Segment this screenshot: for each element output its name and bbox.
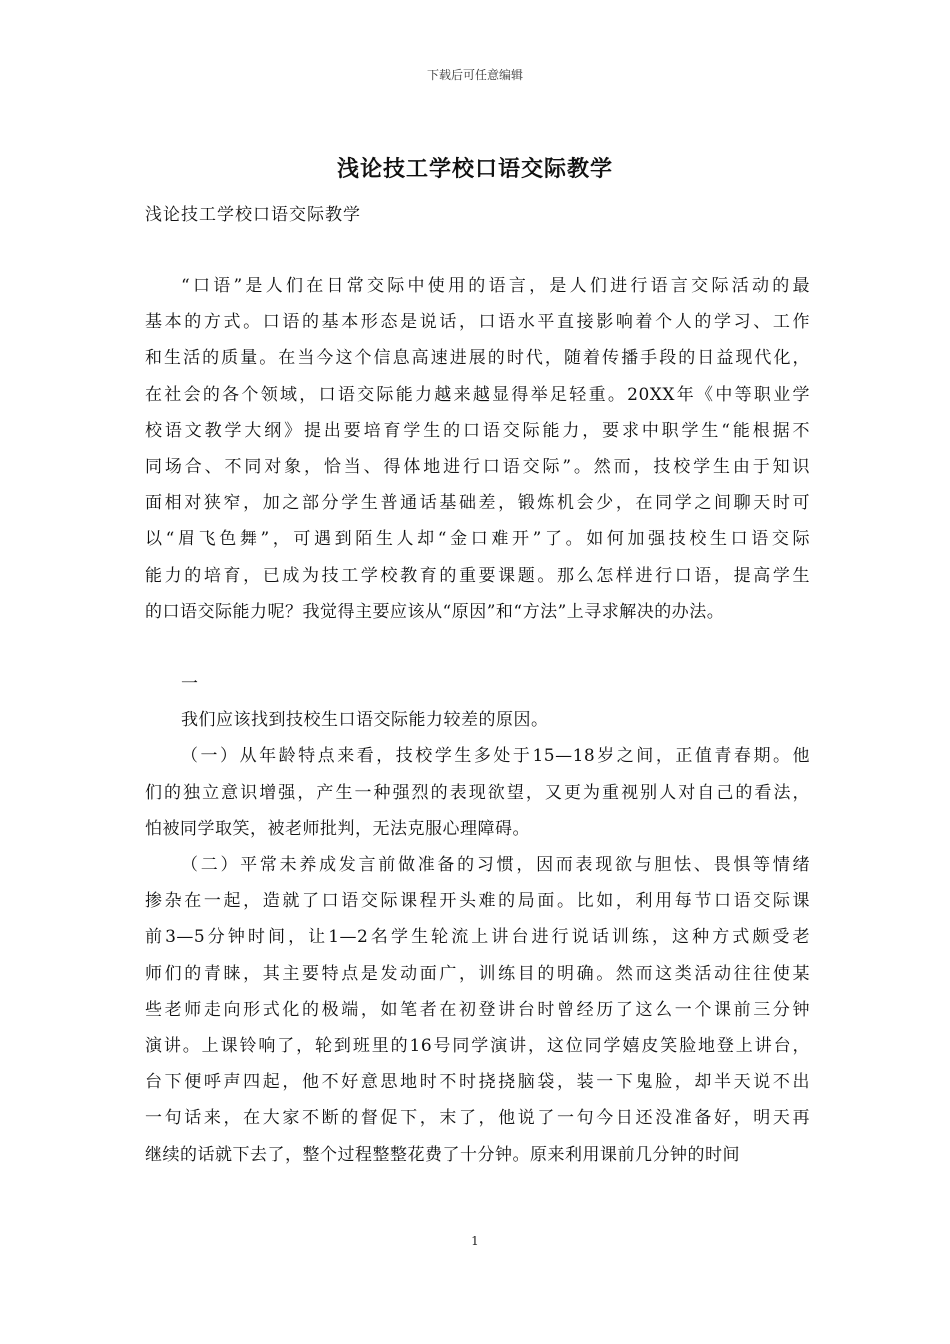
header-note: 下载后可任意编辑	[426, 68, 523, 82]
paragraph-line: 前3—5分钟时间，让1—2名学生轮流上讲台进行说话训练，这种方式颇受老	[145, 927, 810, 948]
paragraph-line: 一句话来，在大家不断的督促下，末了，他说了一句今日还没准备好，明天再	[145, 1108, 810, 1129]
paragraph-line: 面相对狭窄，加之部分学生普通话基础差，锻炼机会少，在同学之间聊天时可	[145, 493, 810, 514]
paragraph-line: 校语文教学大纲》提出要培育学生的口语交际能力，要求中职学生“能根据不	[145, 420, 810, 441]
paragraph-line: 同场合、不同对象，恰当、得体地进行口语交际”。然而，技校学生由于知识	[145, 456, 810, 477]
paragraph-line: 我们应该找到技校生口语交际能力较差的原因。	[181, 710, 549, 731]
paragraph-reasons-intro	[145, 702, 810, 738]
document-subtitle: 浅论技工学校口语交际教学	[145, 205, 361, 225]
paragraph-reason-one	[145, 738, 810, 847]
paragraph-line: （一）从年龄特点来看，技校学生多处于15—18岁之间，正值青春期。他	[181, 746, 810, 767]
paragraph-reason-two	[145, 847, 810, 1173]
paragraph-line: 怕被同学取笑，被老师批判，无法克服心理障碍。	[145, 818, 530, 839]
paragraph-line: 和生活的质量。在当今这个信息高速进展的时代，随着传播手段的日益现代化，	[145, 348, 810, 369]
blank-line	[145, 630, 810, 666]
paragraph-line: 台下便呼声四起，他不好意思地时不时挠挠脑袋，装一下鬼脸，却半天说不出	[145, 1072, 810, 1093]
document-body	[145, 268, 810, 1173]
document-title: 浅论技工学校口语交际教学	[336, 156, 613, 182]
paragraph-line: 掺杂在一起，造就了口语交际课程开头难的局面。比如，利用每节口语交际课	[145, 891, 810, 912]
paragraph-line: 的口语交际能力呢？我觉得主要应该从“原因”和“方法”上寻求解决的办法。	[145, 601, 725, 622]
paragraph-line: 以“眉飞色舞”，可遇到陌生人却“金口难开”了。如何加强技校生口语交际	[145, 529, 810, 550]
paragraph-line: 些老师走向形式化的极端，如笔者在初登讲台时曾经历了这么一个课前三分钟	[145, 999, 810, 1020]
paragraph-line: 在社会的各个领域，口语交际能力越来越显得举足轻重。20XX年《中等职业学	[145, 384, 810, 405]
paragraph-line: 继续的话就下去了，整个过程整整花费了十分钟。原来利用课前几分钟的时间	[145, 1144, 740, 1165]
paragraph-line: “口语”是人们在日常交际中使用的语言，是人们进行语言交际活动的最	[181, 276, 810, 296]
paragraph-line: 师们的青睐，其主要特点是发动面广，训练目的明确。然而这类活动往往使某	[145, 963, 810, 984]
paragraph-line: 基本的方式。口语的基本形态是说话，口语水平直接影响着个人的学习、工作	[145, 312, 810, 333]
page-number: 1	[471, 1234, 479, 1248]
paragraph-line: （二）平常未养成发言前做准备的习惯，因而表现欲与胆怯、畏惧等情绪	[181, 855, 810, 875]
paragraph-line: 演讲。上课铃响了，轮到班里的16号同学演讲，这位同学嬉皮笑脸地登上讲台，	[145, 1035, 810, 1056]
paragraph-intro	[145, 268, 810, 630]
paragraph-line: 能力的培育，已成为技工学校教育的重要课题。那么怎样进行口语，提高学生	[145, 565, 810, 586]
section-marker: 一	[181, 674, 199, 695]
paragraph-line: 们的独立意识增强，产生一种强烈的表现欲望，又更为重视别人对自己的看法，	[145, 782, 810, 803]
